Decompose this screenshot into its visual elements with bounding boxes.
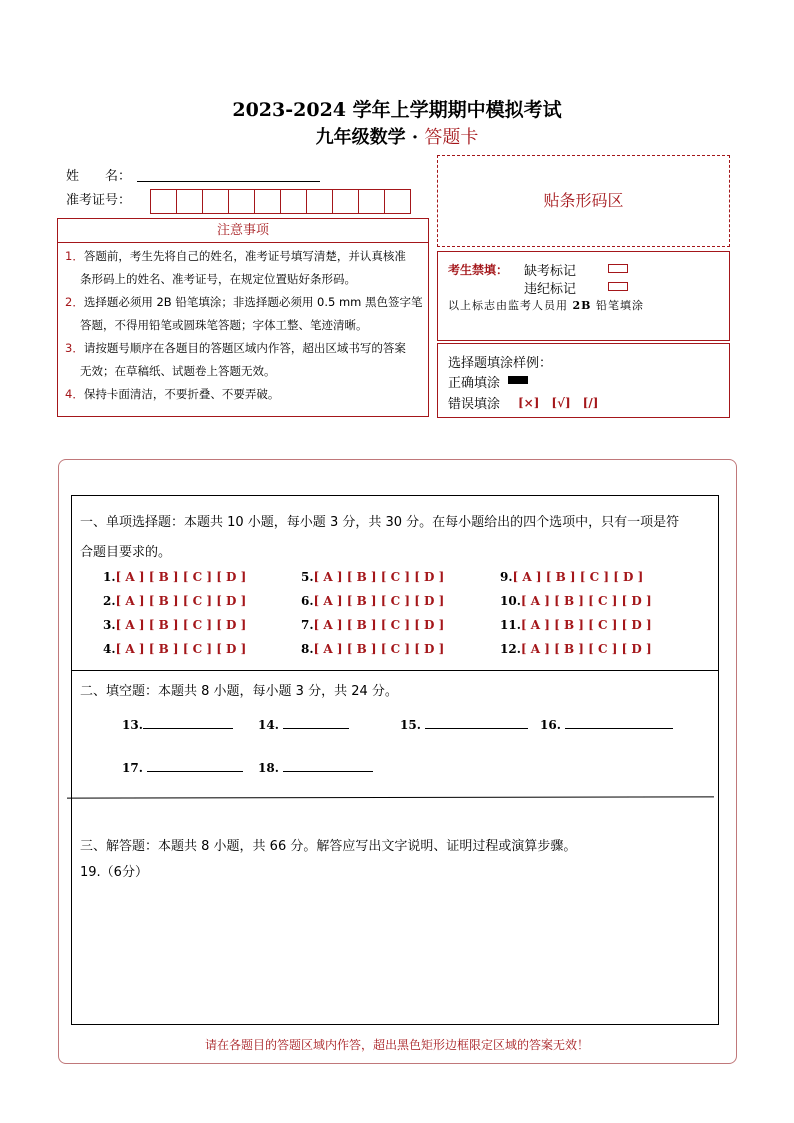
choice-row-11[interactable]: 11.[ A ] [ B ] [ C ] [ D ]: [500, 618, 652, 632]
id-digit-box[interactable]: [254, 189, 281, 214]
violation-mark-box[interactable]: [608, 282, 628, 291]
notice-box: [57, 241, 429, 417]
exam-title: 2023-2024 学年上学期期中模拟考试: [232, 99, 562, 121]
answer-card-label: 答题卡: [424, 127, 479, 148]
blank-14[interactable]: 14.: [258, 716, 349, 732]
wrong-fill-marks: [×] [√] [/]: [518, 396, 599, 410]
id-digit-box[interactable]: [150, 189, 177, 214]
exam-subtitle: [0, 123, 794, 149]
id-digit-box[interactable]: [280, 189, 307, 214]
id-label: 准考证号：: [66, 193, 132, 208]
choice-row-5[interactable]: 5.[ A ] [ B ] [ C ] [ D ]: [301, 570, 445, 584]
examiner-only-label: 考生禁填：: [448, 263, 509, 277]
blank-18[interactable]: 18.: [258, 759, 373, 775]
notice-item-3: 3．请按题号顺序在各题目的答题区域内作答，超出区域书写的答案 无效；在草稿纸、试题卷上答题无效。: [65, 341, 406, 378]
examiner-note: 以上标志由监考人员用 2B 铅笔填涂: [448, 299, 644, 312]
section1-heading-line2: 合题目要求的。: [80, 545, 172, 560]
notice-item-2: 2．选择题必须用 2B 铅笔填涂；非选择题必须用 0.5 mm 黑色签字笔 答题，不得用铅笔或圆珠笔答题；字体工整、笔迹清晰。: [65, 295, 423, 332]
footer-warning: 请在各题目的答题区域内作答，超出黑色矩形边框限定区域的答案无效！: [204, 1038, 589, 1052]
choice-row-9[interactable]: 9.[ A ] [ B ] [ C ] [ D ]: [500, 570, 644, 584]
notice-item-1: 1．答题前，考生先将自己的姓名，准考证号填写清楚，并认真核准 条形码上的姓名、准考证号，在规定位置贴好条形码。: [65, 249, 406, 286]
id-digit-box[interactable]: [306, 189, 333, 214]
id-digit-box[interactable]: [228, 189, 255, 214]
correct-fill-label: 正确填涂: [448, 376, 501, 391]
barcode-area: [437, 155, 730, 247]
name-label: 姓 名：: [66, 169, 132, 184]
wrong-fill-label: 错误填涂: [448, 397, 501, 412]
name-field[interactable]: [137, 180, 320, 182]
section1-heading-line1: 一、单项选择题：本题共 10 小题，每小题 3 分，共 30 分。在每小题给出的四个选项中，只有一项是符: [80, 515, 680, 530]
subtitle-separator: ·: [405, 127, 425, 148]
subject-label: 九年级数学: [315, 127, 406, 148]
section-divider: [71, 670, 718, 671]
choice-row-4[interactable]: 4.[ A ] [ B ] [ C ] [ D ]: [103, 642, 247, 656]
choice-row-8[interactable]: 8.[ A ] [ B ] [ C ] [ D ]: [301, 642, 445, 656]
examiner-only-box: [437, 251, 730, 341]
fill-sample-box: [437, 343, 730, 418]
id-digit-box[interactable]: [176, 189, 203, 214]
blank-17[interactable]: 17.: [122, 759, 243, 775]
choice-row-7[interactable]: 7.[ A ] [ B ] [ C ] [ D ]: [301, 618, 445, 632]
notice-heading: 注意事项: [57, 218, 429, 243]
choice-row-10[interactable]: 10.[ A ] [ B ] [ C ] [ D ]: [500, 594, 652, 608]
id-digit-box[interactable]: [358, 189, 385, 214]
sample-heading: 选择题填涂样例：: [448, 356, 553, 371]
choice-row-6[interactable]: 6.[ A ] [ B ] [ C ] [ D ]: [301, 594, 445, 608]
notice-item-4: 4．保持卡面清洁，不要折叠、不要弄破。: [65, 387, 280, 401]
section2-heading: 二、填空题：本题共 8 小题，每小题 3 分，共 24 分。: [80, 684, 398, 699]
barcode-label: 贴条形码区: [543, 191, 624, 210]
choice-row-2[interactable]: 2.[ A ] [ B ] [ C ] [ D ]: [103, 594, 247, 608]
choice-row-12[interactable]: 12.[ A ] [ B ] [ C ] [ D ]: [500, 642, 652, 656]
question-19-label: 19.（6分）: [80, 865, 148, 880]
absent-mark-label: 缺考标记: [524, 264, 577, 279]
blank-13[interactable]: 13.: [122, 716, 233, 732]
id-digit-box[interactable]: [332, 189, 359, 214]
absent-mark-box[interactable]: [608, 264, 628, 273]
blank-15[interactable]: 15.: [400, 716, 528, 732]
choice-row-3[interactable]: 3.[ A ] [ B ] [ C ] [ D ]: [103, 618, 247, 632]
correct-fill-mark: [508, 376, 528, 384]
blank-16[interactable]: 16.: [540, 716, 673, 732]
violation-mark-label: 违纪标记: [524, 282, 577, 297]
question-19-answer-area[interactable]: [75, 882, 713, 1018]
id-digit-box[interactable]: [202, 189, 229, 214]
section3-heading: 三、解答题：本题共 8 小题，共 66 分。解答应写出文字说明、证明过程或演算步骤。: [80, 839, 577, 854]
id-digit-box[interactable]: [384, 189, 411, 214]
id-number-boxes[interactable]: [151, 189, 411, 213]
choice-row-1[interactable]: 1.[ A ] [ B ] [ C ] [ D ]: [103, 570, 247, 584]
